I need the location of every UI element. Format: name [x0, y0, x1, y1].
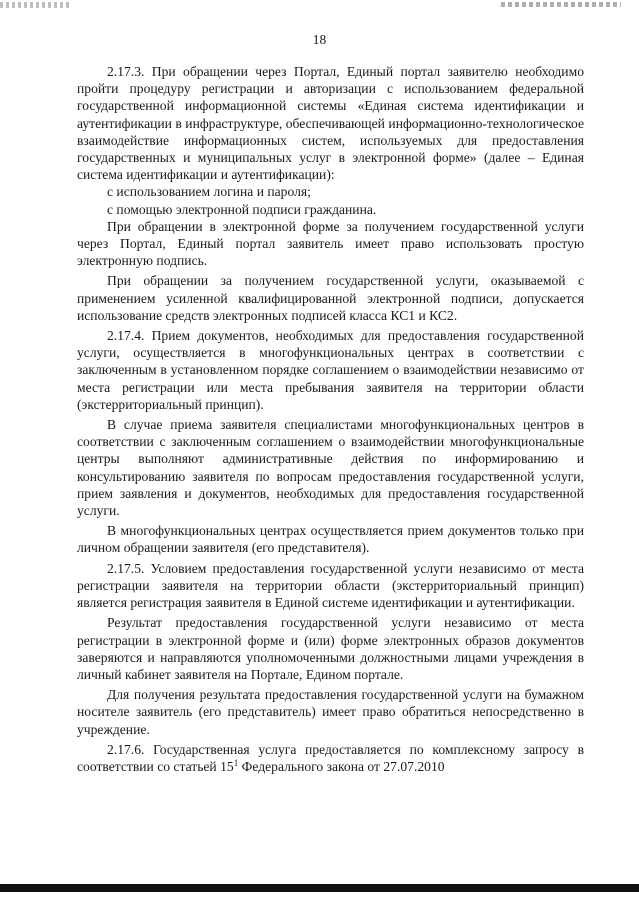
list-item-electronic-signature: с помощью электронной подписи гражданина. [107, 201, 377, 217]
paragraph-result-paper: Для получения результата предоставления государственной услуги на бумажном носителе заявитель (его представитель) имеет право обратиться непосредственно в учреждение. [77, 687, 584, 737]
document-body [77, 63, 584, 775]
paragraph-mfc-personal-visit: В многофункциональных центрах осуществляется прием документов только при личном обращении заявителя (его представителя). [77, 523, 584, 556]
paragraph-2-17-4: 2.17.4. Прием документов, необходимых для предоставления государственной услуги, осуществляется в многофункциональных центрах в соответствии с заключенным в установленном порядке соглашением о взаимодействии независимо от места регистрации или места пребывания заявителя на территории области (экстерриториальный принцип). [77, 328, 584, 412]
paragraph-2-17-6-text-end: Федерального закона от 27.07.2010 [238, 758, 445, 774]
paragraph-2-17-3: 2.17.3. При обращении через Портал, Единый портал заявителю необходимо пройти процедуру регистрации и авторизации с использованием федеральной государственной информационной системы «Единая система идентификации и аутентификации в инфраструктуре, обеспечивающей информационно-технологическое взаимодействие информационных систем, используемых для предоставления государственных и муниципальных услуг в электронной форме» (далее – Единая система идентификации и аутентификации): [77, 64, 584, 183]
article-superscript: 1 [233, 757, 239, 768]
paragraph-2-17-6-text: 2.17.6. Государственная услуга предоставляется по комплексному запросу в соответствии со статьей 15 [77, 741, 584, 774]
paragraph-simple-signature: При обращении в электронной форме за получением государственной услуги через Портал, Единый портал заявитель имеет право использовать простую электронную подпись. [77, 218, 584, 269]
scan-artifact-top-right [501, 2, 621, 7]
scan-artifact-top-left [0, 2, 70, 8]
list-item-login-password: с использованием логина и пароля; [107, 184, 311, 200]
paragraph-2-17-5: 2.17.5. Условием предоставления государственной услуги независимо от места регистрации заявителя на территории области (экстерриториальный принцип) является регистрация заявителя в Единой системе идентификации и аутентификации. [77, 560, 584, 611]
page-number: 18 [312, 32, 327, 47]
scan-bottom-border [0, 884, 639, 892]
paragraph-result-electronic: Результат предоставления государственной услуги независимо от места регистрации в электронной форме и (или) форме электронных образов документов заверяются и направляются уполномоченными должностными лицами учреждения в личный кабинет заявителя на Портале, Едином портале. [77, 615, 584, 682]
paragraph-qualified-signature: При обращении за получением государственной услуги, оказываемой с применением усиленной квалифицированной электронной подписи, допускается использование средств электронных подписей класса КС1 и КС2. [77, 273, 584, 323]
paragraph-mfc-consulting: В случае приема заявителя специалистами многофункциональных центров в соответствии с заключенным соглашением о взаимодействии многофункциональные центры выполняют административные действия по информированию и консультированию заявителя по вопросам предоставления государственной услуги, прием заявления и документов, необходимых для предоставления государственной услуги. [77, 417, 584, 519]
paragraph-2-17-6 [77, 741, 584, 775]
